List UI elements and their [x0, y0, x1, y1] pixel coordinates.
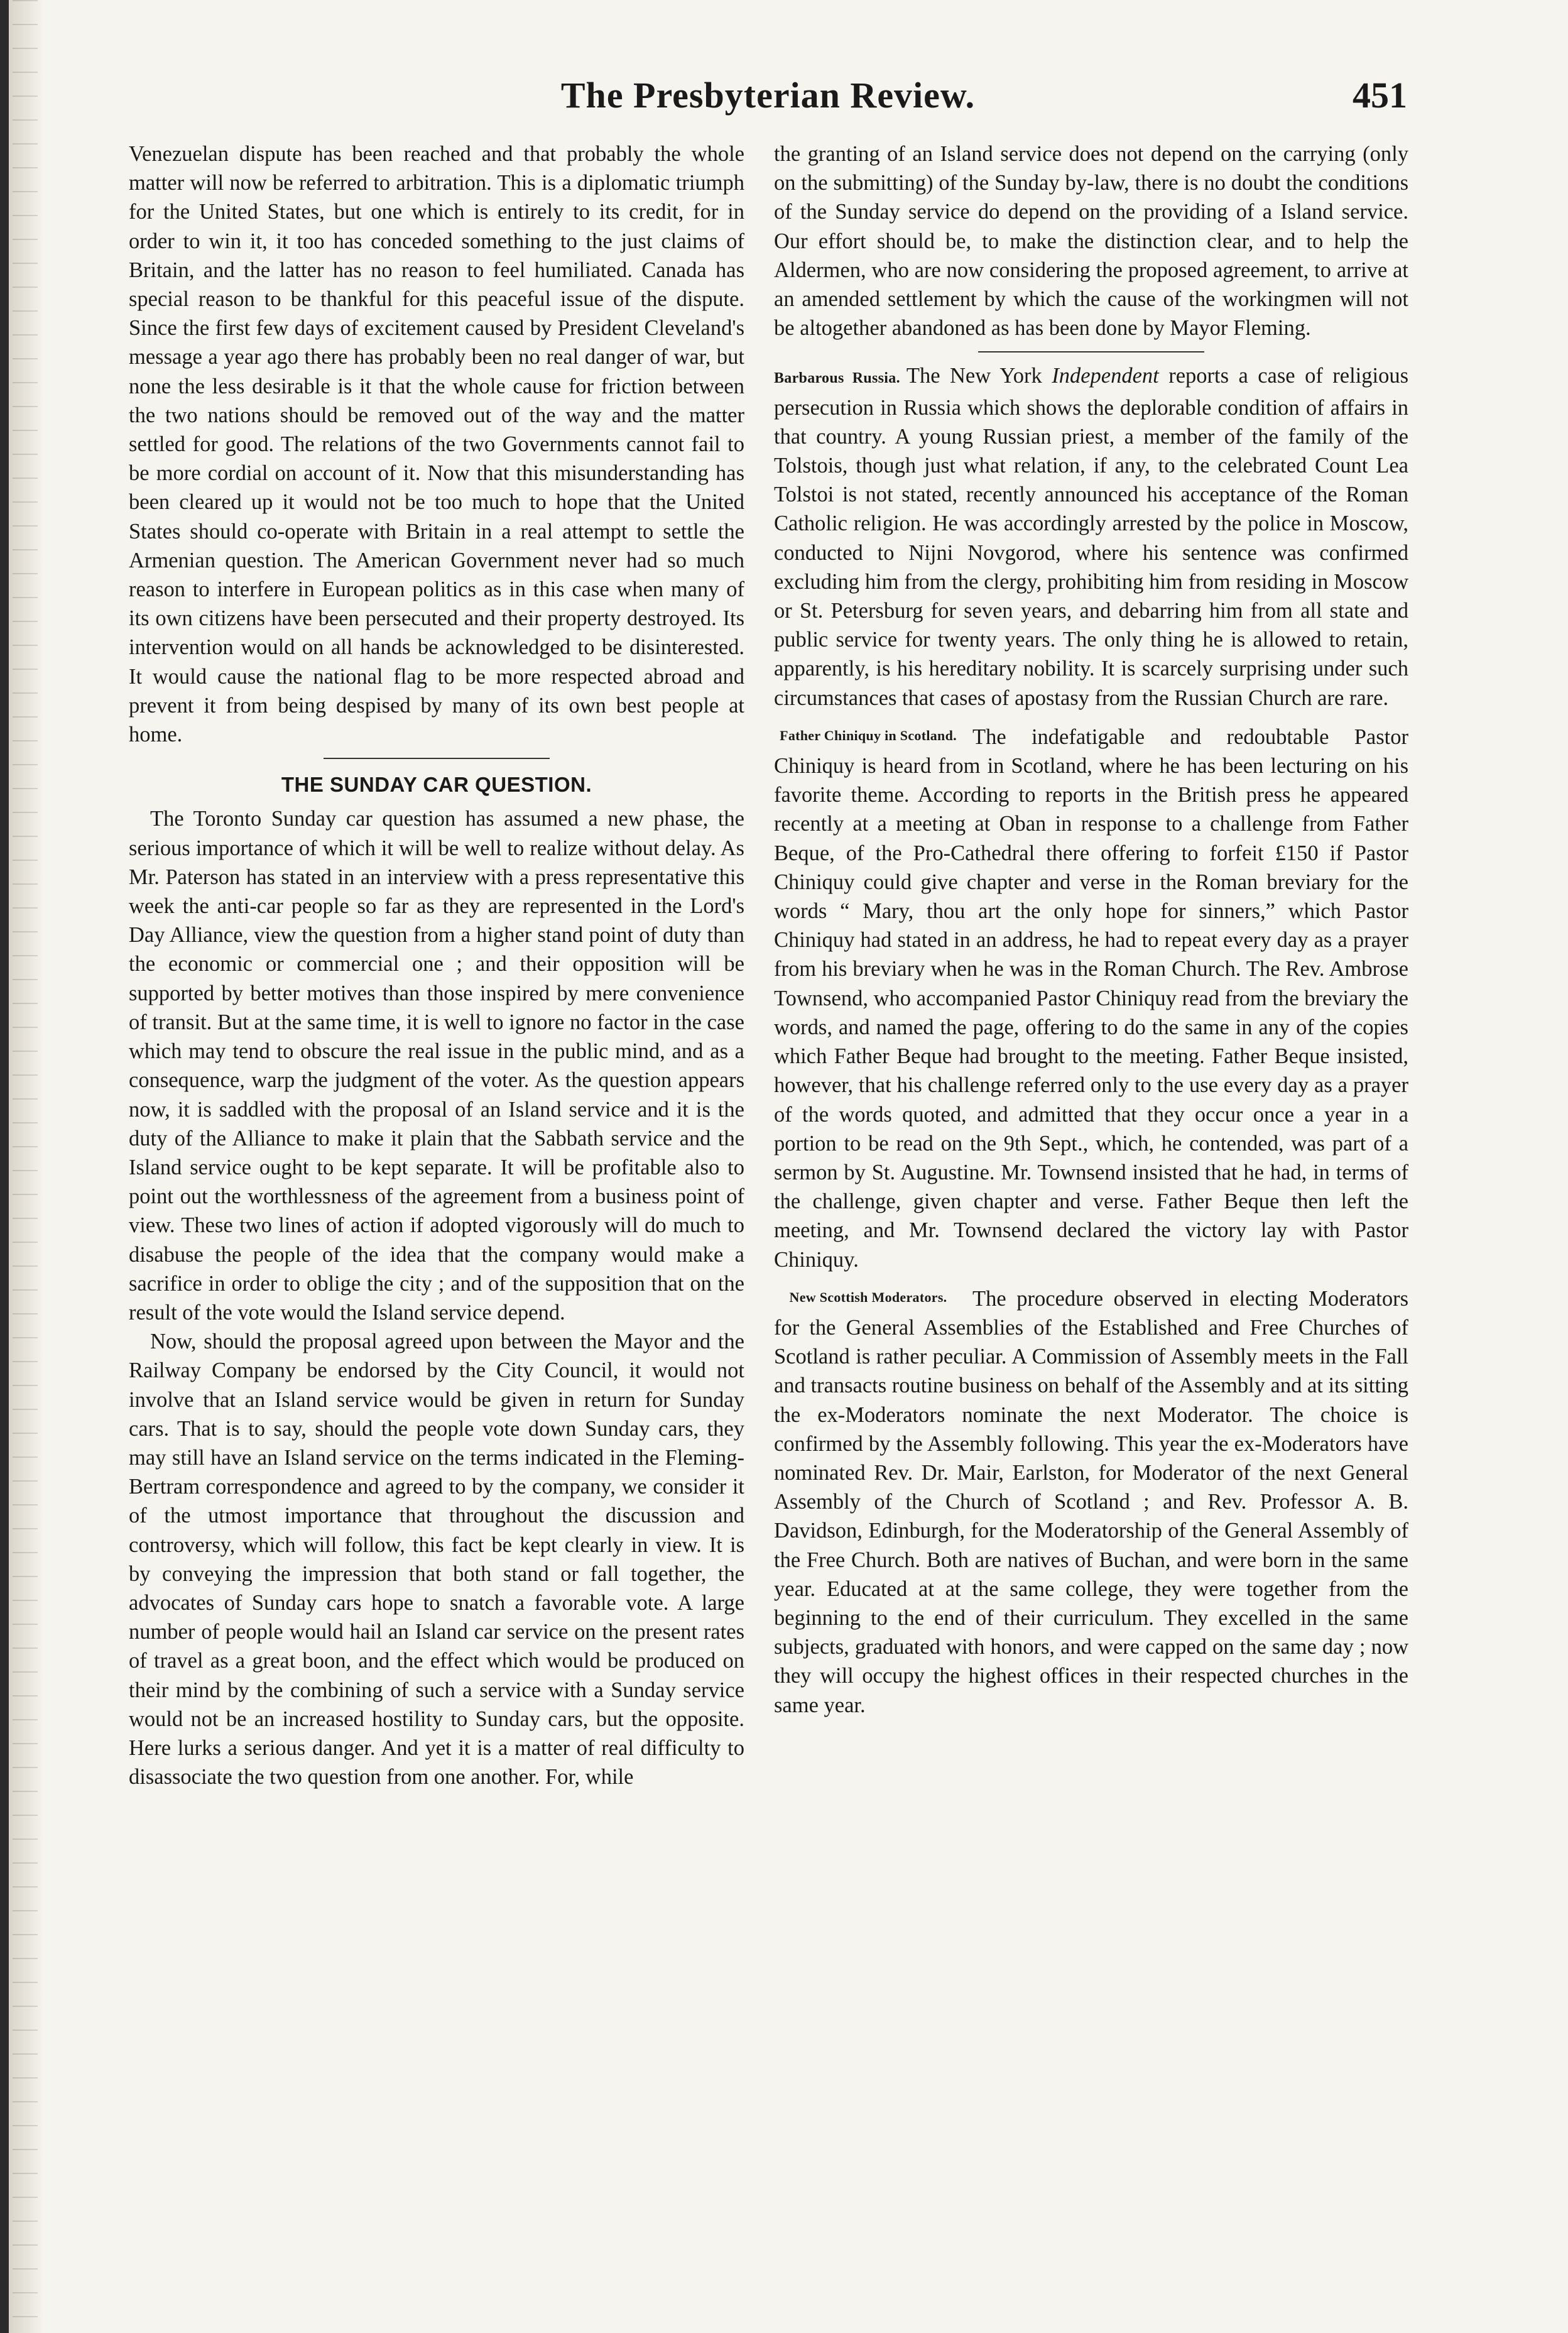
- page-number: 451: [1353, 75, 1407, 116]
- russia-text-start: The New York: [906, 364, 1052, 388]
- sunday-car-paragraph-2: Now, should the proposal agreed upon between the Mayor and the Railway Company be endorsed by the City Council, it would not involve that an Island service would be given in return for Sunday cars. That is to say, should the people vote down Sunday cars, they may still have an Island service on the terms indicated in the Fleming-Bertram correspondence and agreed to by the company, we consider it of the utmost importance that throughout the discussion and controversy, which will follow, this fact be kept clearly in view. It is by conveying the impression that both stand or fall together, the advocates of Sunday cars hope to snatch a favorable vote. A large number of people would hail an Island car service on the present rates of travel as a great boon, and the effect which would be produced on their mind by the combining of such a service with a Sunday service would not be an increased hostility to Sunday cars, but the opposite. Here lurks a serious danger. And yet it is a matter of real difficulty to disassociate the two question from one another. For, while: [129, 1330, 744, 1789]
- section-divider: [324, 758, 550, 759]
- moderators-text: The procedure observed in electing Moderators for the General Assemblies of the Established and Free Churches of Scotland is rather peculiar. A Commission of Assembly meets in the Fall and transacts routine business on behalf of the Assembly and at its sitting the ex-Moderators nominate the next Moderator. The choice is confirmed by the Assembly following. This year the ex-Moderators have nominated Rev. Dr. Mair, Earlston, for Moderator of the next General Assembly of the Church of Scotland ; and Rev. Professor A. B. Davidson, Edinburgh, for the Moderatorship of the General Assembly of the Free Church. Both are natives of Buchan, and were born in the same year. Educated at at the same college, they were together from the beginning to the end of their curriculum. They excelled in the same subjects, graduated with honors, and were capped on the same day ; now they will occupy the highest offices in their respected churches in the same year.: [774, 1286, 1408, 1717]
- russia-text-rest: reports a case of religious persecution in Russia which shows the deplorable condition of affairs in that country. A young Russian priest, a member of the family of the Tolstois, though just what relation, if any, to the celebrated Count Lea Tolstoi is not stated, recently announced his acceptance of the Roman Catholic religion. He was accordingly arrested by the police in Moscow, conducted to Nijni Novgorod, where his sentence was confirmed excluding him from the clergy, prohibiting him from residing in Moscow or St. Petersburg for seven years, and debarring him from all state and public service for twenty years. The only thing he is allowed to retain, apparently, is his hereditary nobility. It is scarcely surprising under such circumstances that cases of apostasy from the Russian Church are rare.: [774, 364, 1408, 710]
- page-header: [129, 74, 1407, 131]
- independent-title: Independent: [1052, 364, 1159, 388]
- binding-stitching: [13, 0, 38, 2333]
- sunday-car-paragraph-1: The Toronto Sunday car question has assumed a new phase, the serious importance of which it will be well to realize without delay. As Mr. Paterson has stated in an interview with a press representative this week the anti-car people so far as they are represented in the Lord's Day Alliance, view the question from a higher stand point of duty than the economic or commercial one ; and their opposition will be supported by better motives than those inspired by mere convenience of transit. But at the same time, it is well to ignore no factor in the case which may tend to obscure the real issue in the public mind, and as a consequence, warp the judgment of the voter. As the question appears now, it is saddled with the proposal of an Island service and it is the duty of the Alliance to make it plain that the Sabbath service and the Island service ought to be kept separate. It will be profitable also to point out the worthlessness of the agreement from a business point of view. These two lines of action if adopted vigorously will do much to disabuse the people of the idea that the company would make a sacrifice in order to oblige the city ; and of the supposition that on the result of the vote would the Island service depend.: [129, 807, 744, 1325]
- barbarous-russia-sidenote: Barbarous Russia.: [774, 370, 900, 387]
- father-chiniquy-sidenote: Father Chiniquy in Scotland.: [780, 727, 957, 743]
- sunday-car-continuation: the granting of an Island service does not depend on the carrying (only on the submitting) of the Sunday by-law, there is no doubt the conditions of the Sunday service do depend on the providing of a Island service. Our effort should be, to make the distinction clear, and to help the Aldermen, who are now considering the proposed agreement, to arrive at an amended settlement by which the cause of the workingmen will not be altogether abandoned as has been done by Mayor Fleming.: [774, 142, 1408, 341]
- father-chiniquy-note: [774, 723, 1408, 1274]
- sunday-car-heading: THE SUNDAY CAR QUESTION.: [281, 773, 592, 797]
- scottish-moderators-sidenote: New Scottish Moderators.: [789, 1289, 947, 1305]
- venezuelan-dispute-paragraph: Venezuelan dispute has been reached and that probably the whole matter will now be referred to arbitration. This is a diplomatic triumph for the United States, but one which is entirely to its credit, for in order to win it, it too has conceded something to the just claims of Britain, and the latter has no reason to feel humiliated. Canada has special reason to be thankful for this peaceful issue of the dispute. Since the first few days of excitement caused by President Cleveland's message a year ago there has probably been no real danger of war, but none the less desirable is it that the whole cause for friction between the two nations should be removed out of the way and the matter settled for good. The relations of the two Governments cannot fail to be more cordial on account of it. Now that this misunderstanding has been cleared up it would not be too much to hope that the United States should co-operate with Britain in a real attempt to settle the Armenian question. The American Government never had so much reason to interfere in European politics as in this case when many of its own citizens have been persecuted and their property destroyed. Its intervention would on all hands be acknowledged to be disinterested. It would cause the national flag to be more respected abroad and prevent it from being despised by many of its own best people at home.: [129, 142, 744, 747]
- left-column: [129, 139, 744, 2213]
- barbarous-russia-note: [774, 361, 1408, 712]
- note-divider: [978, 351, 1204, 352]
- scottish-moderators-note: [774, 1284, 1408, 1720]
- running-title: The Presbyterian Review.: [560, 75, 976, 116]
- right-column: [774, 139, 1408, 2213]
- chiniquy-text: The indefatigable and redoubtable Pastor Chiniquy is heard from in Scotland, where he has been lecturing on his favorite theme. According to reports in the British press he appeared recently at a meeting at Oban in response to a challenge from Father Beque, of the Pro-Cathedral there offering to forfeit £150 if Pastor Chiniquy could give chapter and verse in the Roman breviary for the words “ Mary, thou art the only hope for sinners,” which Pastor Chiniquy had stated in an address, he had to repeat every day as a prayer from his breviary when he was in the Roman Church. The Rev. Ambrose Townsend, who accompanied Pastor Chiniquy read from the breviary the words, and named the page, offering to do the same in any of the copies which Father Beque had brought to the meeting. Father Beque insisted, however, that his challenge referred only to the use every day as a prayer of the words quoted, and admitted that they occur once a year in a portion to be read on the 9th Sept., which, he contended, was part of a sermon by St. Augustine. Mr. Townsend insisted that he had, in terms of the challenge, given chapter and verse. Father Beque then left the meeting, and Mr. Townsend declared the victory lay with Pastor Chiniquy.: [774, 724, 1408, 1272]
